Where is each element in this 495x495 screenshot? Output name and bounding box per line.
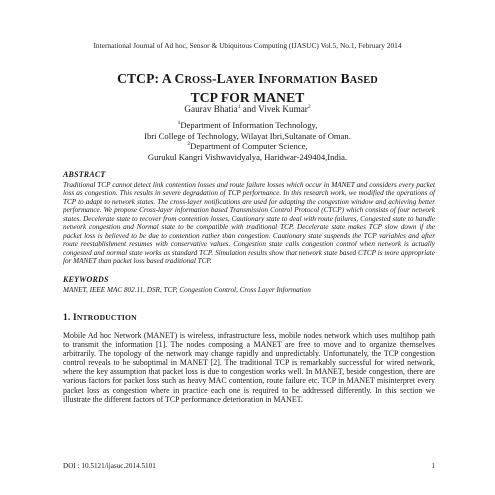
author-name: Gaurav Bhatia [184, 104, 238, 114]
author-name: Vivek Kumar [258, 104, 308, 114]
title-line-2: TCP FOR MANET [190, 90, 305, 105]
abstract-text: Traditional TCP cannot detect link contention losses and route failure losses which occur in MANET and considers every packet loss as congestion. This results in severe degradation of TCP performance. In this research work, we modified the operations of TCP to adapt to network states. The cross-layer notifications are used for adapting the congestion window and achieving better performance. We propose Cross-layer information based Transmission Control Protocol (CTCP) which consists of four network states. Decelerate state to recover from contention losses, Cautionary state to deal with route failures, Congested state to handle network congestion and Normal state to be compatible with traditional TCP. Decelerate state makes TCP slow down if the packet loss is believed to be due to contention rather than congestion. Cautionary state suspends the TCP variables and after route reestablishment resumes with conservative values. Congestion state calls congestion control when network is actually congested and normal state works as standard TCP. Simulation results show that network state based CTCP is more appropriate for MANET than packet loss based traditional TCP. [63, 181, 435, 266]
keywords-text: MANET, IEEE MAC 802.11, DSR, TCP, Congestion Control, Cross Layer Information [63, 286, 311, 294]
affiliation-line: $^2$Department of Computer Science, [187, 141, 308, 152]
introduction-text: Mobile Ad hoc Network (MANET) is wireless, infrastructure less, mobile nodes network which uses multihop path to transmit the information [1]. The nodes composing a MANET are free to move and to organize themselves arbitrarily. The topology of the network may change rapidly and unpredictably. Unfortunately, the TCP congestion control reveals to be suboptimal in MANET [2]. The traditional TCP is remarkably successful for wired network, where the key assumption that packet loss is due to congestion works well. In MANET, beside congestion, there are various factors for packet loss such as heavy MAC contention, route failure etc. TCP in MANET misinterpret every packet loss as congestion where in practice each one is required to be addressed differently. In this section we illustrate the different factors of TCP performance deterioration in MANET. [63, 331, 435, 404]
abstract-heading: ABSTRACT [63, 170, 106, 179]
keywords-heading: KEYWORDS [63, 275, 109, 284]
affiliation-line: $^1$Department of Information Technology, [177, 120, 318, 130]
affiliation-line: Ibri College of Technology, Wilayat Ibri,Sultanate of Oman. [144, 130, 351, 141]
introduction-heading: 1. INTRODUCTION [63, 313, 137, 323]
affiliations [0, 120, 495, 162]
title-line-1: CTCP: A CROSS-LAYER INFORMATION BASED [117, 71, 378, 86]
affiliation-line: Gurukul Kangri Vishwavidyalya, Haridwar-249404,India. [147, 151, 348, 162]
footer-doi: DOI : 10.5121/ijasuc.2014.5101 [63, 462, 156, 470]
page-number: 1 [431, 462, 435, 470]
paper-title [40, 70, 455, 106]
author-list: Gaurav Bhatia$^1$ and Vivek Kumar$^2$ [184, 103, 311, 114]
journal-header: International Journal of Ad hoc, Sensor & Ubiquitous Computing (IJASUC) Vol.5, No.1, February 2014 [93, 41, 402, 50]
